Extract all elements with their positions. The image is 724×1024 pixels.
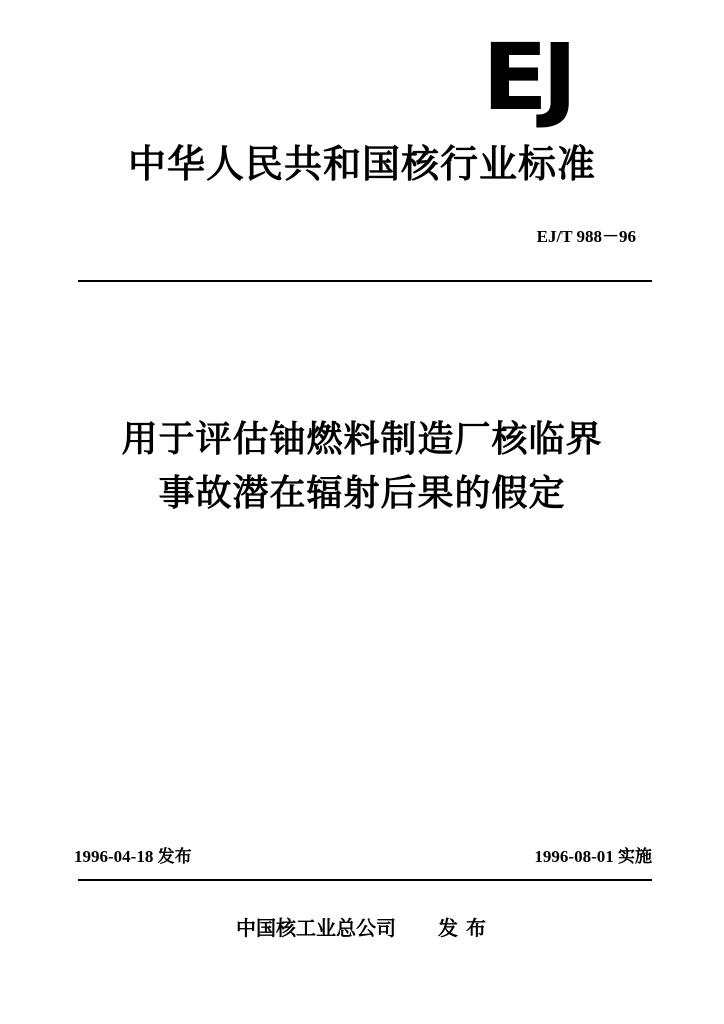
effective-date: 1996-08-01 实施 bbox=[534, 847, 652, 866]
publisher-action: 发布 bbox=[438, 916, 494, 940]
organization-title: 中华人民共和国核行业标准 bbox=[127, 142, 596, 186]
bottom-divider bbox=[78, 879, 652, 881]
document-title-line-1: 用于评估铀燃料制造厂核临界 bbox=[121, 419, 603, 460]
ej-logo: EJ bbox=[482, 24, 572, 131]
document-title-line-2: 事故潜在辐射后果的假定 bbox=[158, 473, 566, 514]
top-divider bbox=[78, 280, 652, 282]
publisher-name: 中国核工业总公司 bbox=[236, 916, 396, 940]
standard-number: EJ/T 988－96 bbox=[536, 227, 636, 246]
issue-date: 1996-04-18 发布 bbox=[74, 847, 192, 866]
